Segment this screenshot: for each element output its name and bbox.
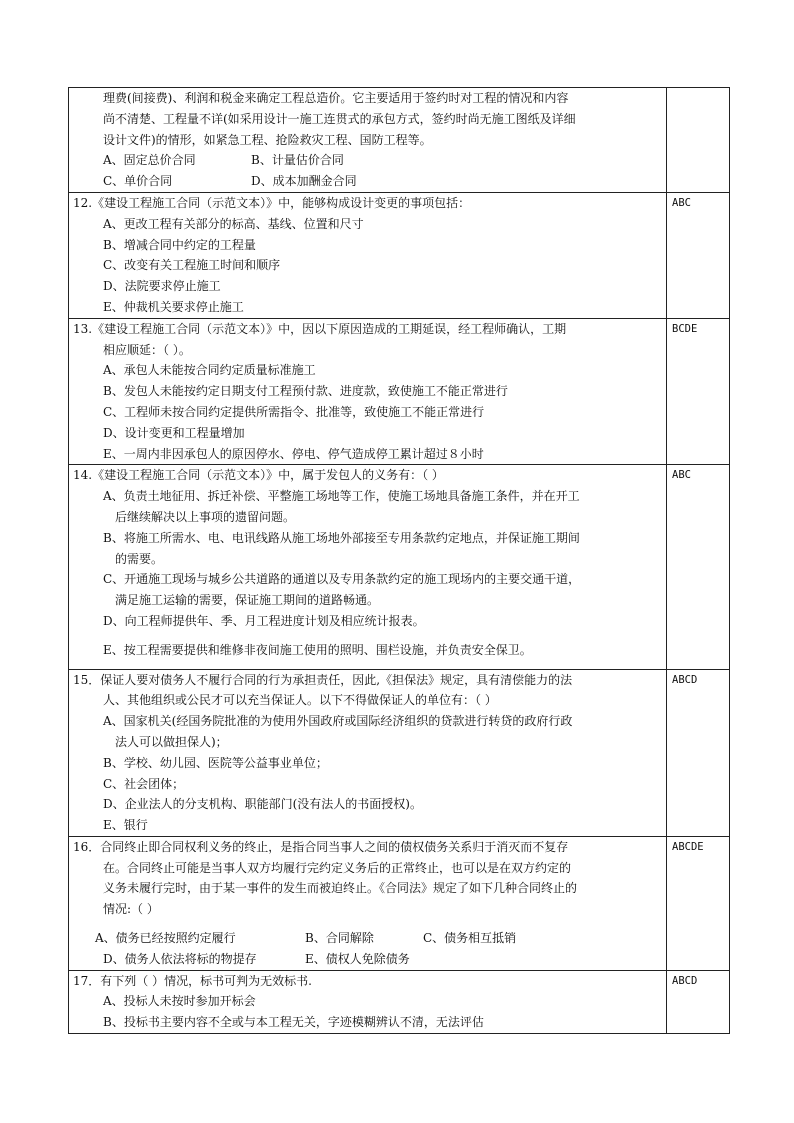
option: D、法院要求停止施工	[103, 279, 221, 294]
option-continuation: 的需要。	[115, 551, 164, 566]
option: D、设计变更和工程量增加	[103, 425, 245, 440]
answer-text: ABCDE	[672, 840, 704, 853]
option: A、投标人未按时参加开标会	[103, 994, 256, 1009]
table-row	[69, 465, 730, 669]
option: C、工程师未按合同约定提供所需指令、批准等，致使施工不能正常进行	[103, 404, 485, 419]
option: E、银行	[103, 818, 148, 833]
question-text: 尚不清楚、工程量不详(如采用设计一施工连贯式的承包方式，签约时尚无施工图纸及详细	[103, 111, 576, 126]
answer-cell	[667, 669, 730, 836]
question-text: 设计文件)的情形，如紧急工程、抢险救灾工程、国防工程等。	[103, 132, 432, 147]
question-cell	[69, 836, 667, 970]
option-row	[69, 928, 666, 949]
option: E、债权人免除债务	[305, 951, 410, 966]
option: A、更改工程有关部分的标高、基线、位置和尺寸	[103, 216, 364, 231]
option-row	[69, 171, 666, 192]
option: E、仲裁机关要求停止施工	[103, 299, 244, 314]
option-continuation: 满足施工运输的需要，保证施工期间的道路畅通。	[115, 593, 380, 608]
question-cell	[69, 465, 667, 669]
question-cell	[69, 318, 667, 465]
answer-cell	[667, 192, 730, 318]
option: C、债务相互抵销	[423, 931, 517, 946]
answer-cell	[667, 465, 730, 669]
answer-cell	[667, 88, 730, 193]
answer-text: ABC	[672, 469, 691, 482]
table-row	[69, 970, 730, 1033]
question-text: 人、其他组织或公民才可以充当保证人。以下不得做保证人的单位有：（ ）	[103, 693, 497, 708]
option-continuation: 法人可以做担保人)；	[115, 734, 228, 749]
answer-cell	[667, 318, 730, 465]
option: B、计量估价合同	[251, 153, 344, 168]
question-table	[68, 87, 730, 1034]
question-text: 理费(间接费)、利润和税金来确定工程总造价。它主要适用于签约时对工程的情况和内容	[103, 91, 569, 105]
table-row	[69, 192, 730, 318]
answer-cell	[667, 836, 730, 970]
option: E、按工程需要提供和维修非夜间施工使用的照明、围栏设施，并负责安全保卫。	[103, 642, 532, 657]
question-text: 14.《建设工程施工合同（示范文本）》中，属于发包人的义务有：（ ）	[73, 468, 444, 483]
question-text: 12.《建设工程施工合同（示范文本）》中，能够构成设计变更的事项包括：	[73, 195, 471, 210]
option: C、改变有关工程施工时间和顺序	[103, 258, 281, 273]
option: B、合同解除	[305, 931, 374, 946]
table-row	[69, 88, 730, 193]
table-row	[69, 318, 730, 465]
question-text: 情况:（ ）	[103, 902, 159, 917]
question-cell	[69, 669, 667, 836]
question-cell	[69, 192, 667, 318]
option: B、将施工所需水、电、电讯线路从施工场地外部接至专用条款约定地点，并保证施工期间	[103, 530, 580, 545]
option: C、社会团体；	[103, 776, 185, 791]
table-row	[69, 669, 730, 836]
option: A、债务已经按照约定履行	[95, 931, 236, 946]
question-text: 13.《建设工程施工合同（示范文本）》中，因以下原因造成的工期延误，经工程师确认，工期	[73, 321, 567, 336]
option: D、企业法人的分支机构、职能部门(没有法人的书面授权)。	[103, 797, 422, 812]
question-text: 在。合同终止可能是当事人双方均履行完约定义务后的正常终止，也可以是在双方约定的	[103, 860, 572, 875]
option-row	[69, 949, 666, 970]
option: D、成本加酬金合同	[251, 174, 357, 189]
option: A、负责土地征用、拆迁补偿、平整施工场地等工作，使施工场地具备施工条件，并在开工	[103, 489, 580, 504]
answer-text: ABCD	[672, 673, 698, 686]
option-row	[69, 150, 666, 171]
question-text: 相应顺延：（ ）。	[103, 342, 191, 357]
option: A、国家机关(经国务院批准的为使用外国政府或国际经济组织的贷款进行转贷的政府行政	[103, 714, 573, 729]
answer-cell	[667, 970, 730, 1033]
option: A、固定总价合同	[103, 153, 196, 168]
question-text: 16．合同终止即合同权利义务的终止，是指合同当事人之间的债权债务关系归于消灭而不复存	[73, 839, 569, 854]
option: B、增减合同中约定的工程量	[103, 237, 256, 252]
answer-text: ABCD	[672, 974, 698, 987]
option: B、学校、幼儿园、医院等公益事业单位；	[103, 755, 328, 770]
option: C、开通施工现场与城乡公共道路的通道以及专用条款约定的施工现场内的主要交通干道，	[103, 572, 581, 587]
option: C、单价合同	[103, 174, 173, 189]
answer-text: BCDE	[672, 322, 698, 335]
option: B、投标书主要内容不全或与本工程无关，字迹模糊辨认不清，无法评估	[103, 1015, 484, 1030]
option: D、债务人依法将标的物提存	[103, 951, 257, 966]
table-row	[69, 836, 730, 970]
option-continuation: 后继续解决以上事项的遗留问题。	[115, 509, 296, 524]
option: E、一周内非因承包人的原因停水、停电、停气造成停工累计超过８小时	[103, 446, 484, 461]
question-text: 15．保证人要对债务人不履行合同的行为承担责任，因此,《担保法》规定，具有清偿能力的法	[73, 672, 573, 687]
option: D、向工程师提供年、季、月工程进度计划及相应统计报表。	[103, 613, 425, 628]
question-cell	[69, 88, 667, 193]
question-text: 17．有下列（ ）情况，标书可判为无效标书.	[73, 973, 312, 988]
question-cell	[69, 970, 667, 1033]
option: B、发包人未能按约定日期支付工程预付款、进度款，致使施工不能正常进行	[103, 384, 508, 399]
question-text: 义务未履行完时，由于某一事件的发生而被迫终止。《合同法》规定了如下几种合同终止的	[103, 881, 578, 896]
option: A、承包人未能按合同约定质量标准施工	[103, 363, 316, 378]
answer-text: ABC	[672, 196, 691, 209]
